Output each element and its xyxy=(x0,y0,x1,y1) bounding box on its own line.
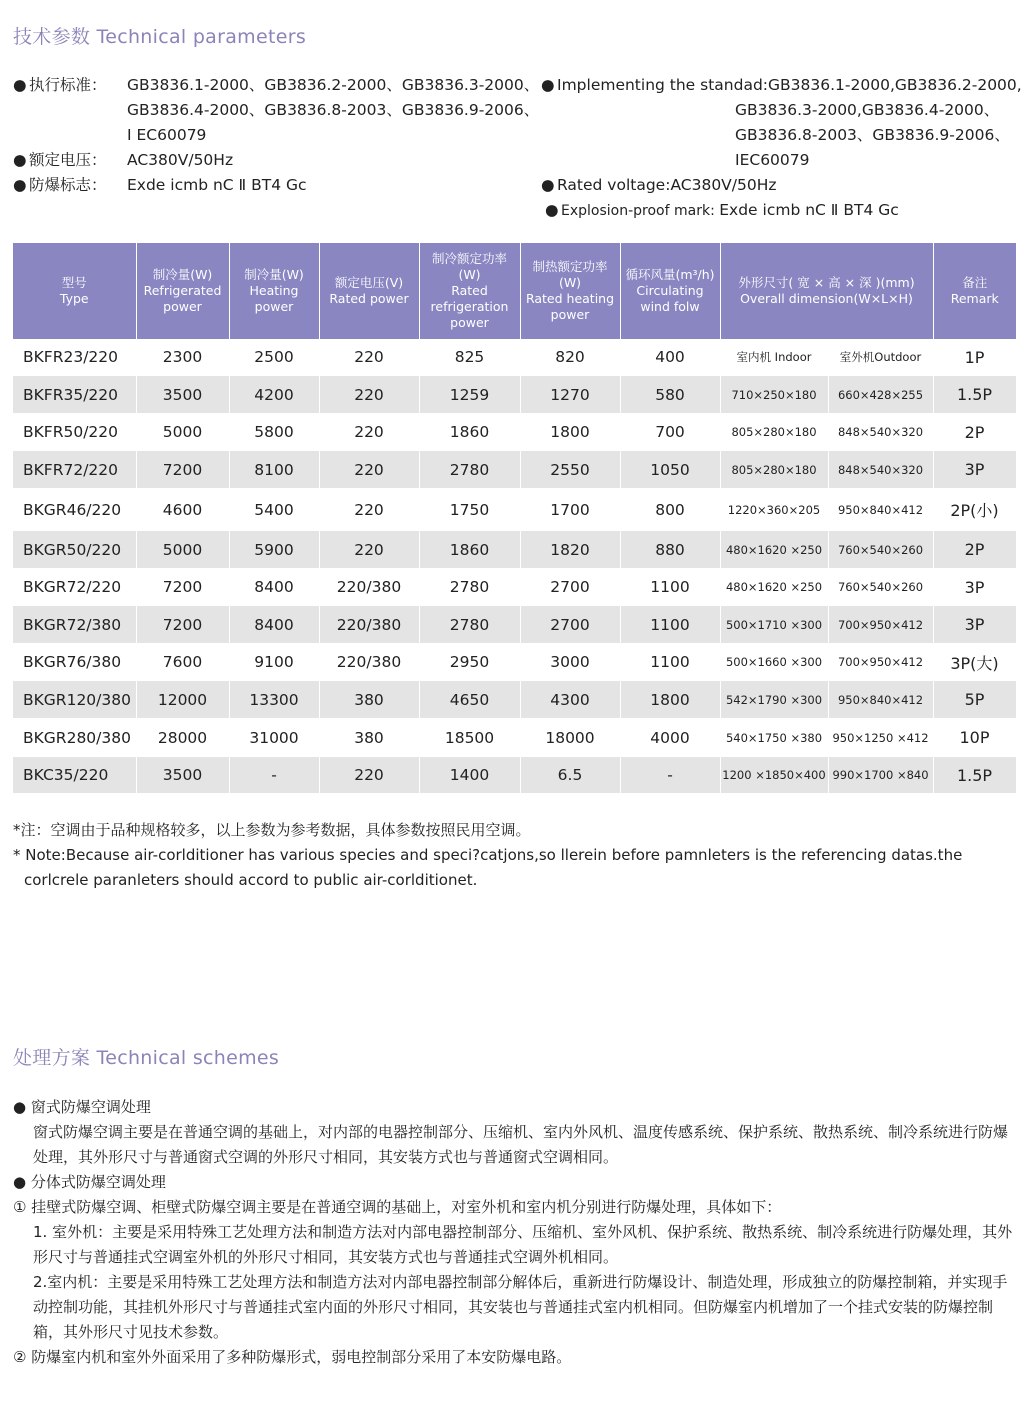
table-header-row xyxy=(13,243,1016,339)
cell-heat: - xyxy=(229,757,319,794)
spec-label: 额定电压： xyxy=(29,151,107,169)
cell-cool: 7200 xyxy=(136,569,229,606)
cell-cool: 3500 xyxy=(136,757,229,794)
cell-indoor: 805×280×180 xyxy=(720,451,828,489)
header-cn: 制冷额定功率(W) xyxy=(431,251,507,282)
cell-air: 580 xyxy=(620,376,720,414)
cell-remark: 2P xyxy=(933,531,1016,569)
cell-rh: 820 xyxy=(520,339,620,376)
window-scheme-title: ● 窗式防爆空调处理 xyxy=(13,1098,151,1116)
header-en: Remark xyxy=(950,291,999,306)
cell-rh: 3000 xyxy=(520,644,620,681)
cell-model: BKFR23/220 xyxy=(13,339,136,376)
cell-remark: 1.5P xyxy=(933,376,1016,414)
cell-heat: 5400 xyxy=(229,489,319,531)
cell-rc: 2950 xyxy=(419,644,520,681)
header-dimension xyxy=(720,243,933,339)
cell-heat: 5800 xyxy=(229,414,319,451)
cell-model: BKGR72/380 xyxy=(13,606,136,644)
header-cn: 型号 xyxy=(61,275,87,290)
cell-cool: 7200 xyxy=(136,451,229,489)
header-remark xyxy=(933,243,1016,339)
header-cn: 备注 xyxy=(962,275,988,290)
cell-outdoor: 760×540×260 xyxy=(828,569,933,606)
header-en: Type xyxy=(59,291,89,306)
cell-rc: 4650 xyxy=(419,681,520,719)
cell-heat: 8400 xyxy=(229,569,319,606)
cell-remark: 3P xyxy=(933,451,1016,489)
cell-model: BKGR280/380 xyxy=(13,719,136,757)
header-cn: 外形尺寸( 宽 × 高 × 深 )(mm) xyxy=(738,275,915,290)
cell-remark: 1P xyxy=(933,339,1016,376)
spec-voltage xyxy=(13,148,523,173)
bullet-icon: ● xyxy=(13,176,27,194)
cell-cool: 28000 xyxy=(136,719,229,757)
cell-model: BKFR72/220 xyxy=(13,451,136,489)
cell-cool: 2300 xyxy=(136,339,229,376)
cell-outdoor: 950×840×412 xyxy=(828,681,933,719)
cell-air: 800 xyxy=(620,489,720,531)
cell-remark: 5P xyxy=(933,681,1016,719)
cell-volt: 220 xyxy=(319,376,419,414)
cell-remark: 3P(大) xyxy=(933,644,1016,681)
table-row xyxy=(13,606,1016,644)
cell-indoor: 540×1750 ×380 xyxy=(720,719,828,757)
spec-value: IEC60079 xyxy=(735,151,810,169)
cell-outdoor: 660×428×255 xyxy=(828,376,933,414)
header-en: Refrigerated power xyxy=(143,283,222,314)
cell-rh: 1820 xyxy=(520,531,620,569)
cell-volt: 220 xyxy=(319,757,419,794)
cell-outdoor: 848×540×320 xyxy=(828,451,933,489)
spec-standard-en xyxy=(541,73,1021,173)
cell-indoor: 1200 ×1850×400 xyxy=(720,757,828,794)
cell-cool: 5000 xyxy=(136,531,229,569)
cell-air: 400 xyxy=(620,339,720,376)
cell-model: BKGR46/220 xyxy=(13,489,136,531)
note-cn: *注：空调由于品种规格较多，以上参数为参考数据，具体参数按照民用空调。 xyxy=(13,821,531,839)
cell-model: BKGR120/380 xyxy=(13,681,136,719)
cell-air: 1100 xyxy=(620,569,720,606)
cell-indoor: 室内机 Indoor xyxy=(720,339,828,376)
spec-value: Rated voltage:AC380V/50Hz xyxy=(557,176,777,194)
cell-model: BKC35/220 xyxy=(13,757,136,794)
bullet-icon: ● xyxy=(541,176,555,194)
table-row xyxy=(13,339,1016,376)
spec-mark xyxy=(13,173,523,198)
spec-standard xyxy=(13,73,540,148)
cell-model: BKGR76/380 xyxy=(13,644,136,681)
spec-value: GB3836.4-2000、GB3836.8-2003、GB3836.9-2006、 xyxy=(127,101,540,119)
table-row xyxy=(13,681,1016,719)
cell-model: BKFR50/220 xyxy=(13,414,136,451)
cell-outdoor: 700×950×412 xyxy=(828,606,933,644)
cell-rh: 2700 xyxy=(520,606,620,644)
spec-value: GB3836.8-2003、GB3836.9-2006、 xyxy=(735,126,1010,144)
table-row xyxy=(13,757,1016,794)
cell-cool: 3500 xyxy=(136,376,229,414)
header-cn: 制冷量(W) xyxy=(244,267,304,282)
spec-mark-en xyxy=(541,198,1021,224)
cell-rh: 18000 xyxy=(520,719,620,757)
cell-rh: 6.5 xyxy=(520,757,620,794)
cell-volt: 220 xyxy=(319,451,419,489)
bullet-icon: ● xyxy=(13,151,27,169)
cell-rh: 1800 xyxy=(520,414,620,451)
cell-rc: 825 xyxy=(419,339,520,376)
cell-remark: 2P(小) xyxy=(933,489,1016,531)
cell-cool: 12000 xyxy=(136,681,229,719)
cell-indoor: 500×1660 ×300 xyxy=(720,644,828,681)
split-scheme-item-2: ② 防爆室内机和室外外面采用了多种防爆形式，弱电控制部分采用了本安防爆电路。 xyxy=(13,1348,572,1366)
header-cn: 循环风量(m³/h) xyxy=(625,267,715,282)
note-en: * Note:Because air-corlditioner has various species and speci?catjons,so llerein before pamnleters is the referencing datas.the corlcrele paranleters should accord to public air-corlditionet. xyxy=(13,846,963,889)
header-airflow xyxy=(620,243,720,339)
cell-heat: 31000 xyxy=(229,719,319,757)
cell-air: 1050 xyxy=(620,451,720,489)
cell-heat: 2500 xyxy=(229,339,319,376)
header-en: Rated power xyxy=(329,291,409,306)
cell-air: 880 xyxy=(620,531,720,569)
cell-indoor: 542×1790 ×300 xyxy=(720,681,828,719)
spec-value: Exde icmb nC Ⅱ BT4 Gc xyxy=(719,201,899,219)
cell-heat: 13300 xyxy=(229,681,319,719)
cell-rc: 1860 xyxy=(419,414,520,451)
note-block xyxy=(13,818,1018,893)
cell-cool: 7600 xyxy=(136,644,229,681)
spec-list-en xyxy=(541,73,1021,224)
cell-rc: 1259 xyxy=(419,376,520,414)
table-row xyxy=(13,451,1016,489)
cell-remark: 1.5P xyxy=(933,757,1016,794)
cell-model: BKFR35/220 xyxy=(13,376,136,414)
bullet-icon: ● xyxy=(13,76,27,94)
spec-value: GB3836.3-2000,GB3836.4-2000、 xyxy=(735,101,1000,119)
cell-volt: 220 xyxy=(319,531,419,569)
split-outdoor: 1. 室外机：主要是采用特殊工艺处理方法和制造方法对内部电器控制部分、压缩机、室外风机、保护系统、散热系统、制冷系统进行防爆处理，其外形尺寸与普通挂式空调室外机的外形尺寸相同，其安装方式也与普通挂式空调外机相同。 xyxy=(33,1223,1013,1266)
spec-label: 防爆标志： xyxy=(29,176,107,194)
spec-value: Exde icmb nC Ⅱ BT4 Gc xyxy=(127,176,307,194)
header-voltage xyxy=(319,243,419,339)
tech-params-title: 技术参数 Technical parameters xyxy=(13,26,307,48)
cell-air: 1800 xyxy=(620,681,720,719)
spec-voltage-en xyxy=(541,173,1021,198)
cell-rc: 18500 xyxy=(419,719,520,757)
cell-rc: 2780 xyxy=(419,451,520,489)
cell-volt: 380 xyxy=(319,681,419,719)
cell-heat: 9100 xyxy=(229,644,319,681)
cell-rh: 4300 xyxy=(520,681,620,719)
table-row xyxy=(13,719,1016,757)
cell-volt: 220/380 xyxy=(319,644,419,681)
window-scheme-body: 窗式防爆空调主要是在普通空调的基础上，对内部的电器控制部分、压缩机、室内外风机、温度传感系统、保护系统、散热系统、制冷系统进行防爆处理，其外形尺寸与普通窗式空调的外形尺寸相同，其安装方式也与普通窗式空调相同。 xyxy=(33,1123,1009,1166)
spec-value: AC380V/50Hz xyxy=(127,151,234,169)
parameters-table xyxy=(13,243,1017,794)
cell-rh: 2550 xyxy=(520,451,620,489)
cell-rc: 1750 xyxy=(419,489,520,531)
cell-indoor: 805×280×180 xyxy=(720,414,828,451)
cell-indoor: 480×1620 ×250 xyxy=(720,569,828,606)
header-heating xyxy=(229,243,319,339)
split-indoor: 2.室内机：主要是采用特殊工艺处理方法和制造方法对内部电器控制部分解体后，重新进行防爆设计、制造处理，形成独立的防爆控制箱，并实现手动控制功能，其挂机外形尺寸与普通挂式室内面的外形尺寸相同，其安装也与普通挂式室内机相同。但防爆室内机增加了一个挂式安装的防爆控制箱，其外形尺寸见技术参数。 xyxy=(33,1273,1008,1341)
cell-air: 1100 xyxy=(620,606,720,644)
table-row xyxy=(13,414,1016,451)
header-type xyxy=(13,243,136,339)
cell-volt: 220 xyxy=(319,414,419,451)
cell-outdoor: 848×540×320 xyxy=(828,414,933,451)
cell-outdoor: 室外机Outdoor xyxy=(828,339,933,376)
spec-value: GB3836.1-2000、GB3836.2-2000、GB3836.3-2000、 xyxy=(127,76,540,94)
cell-rc: 2780 xyxy=(419,606,520,644)
spec-value: Implementing the standad:GB3836.1-2000,GB3836.2-2000, xyxy=(557,76,1022,94)
cell-remark: 2P xyxy=(933,414,1016,451)
split-scheme-item-1: ① 挂壁式防爆空调、柜壁式防爆空调主要是在普通空调的基础上，对室外机和室内机分别进行防爆处理，具体如下： xyxy=(13,1198,782,1216)
cell-remark: 10P xyxy=(933,719,1016,757)
table-row xyxy=(13,489,1016,531)
cell-outdoor: 950×840×412 xyxy=(828,489,933,531)
table-row xyxy=(13,376,1016,414)
cell-indoor: 1220×360×205 xyxy=(720,489,828,531)
spec-list-cn xyxy=(13,73,540,198)
table-row xyxy=(13,644,1016,681)
cell-heat: 8100 xyxy=(229,451,319,489)
header-cooling xyxy=(136,243,229,339)
cell-air: - xyxy=(620,757,720,794)
schemes-title: 处理方案 Technical schemes xyxy=(13,1047,280,1069)
cell-volt: 380 xyxy=(319,719,419,757)
spec-label: Explosion-proof mark: xyxy=(561,203,720,219)
cell-volt: 220 xyxy=(319,339,419,376)
header-en: Rated refrigeration power xyxy=(430,283,509,330)
cell-rc: 1400 xyxy=(419,757,520,794)
bullet-icon: ● xyxy=(545,201,559,219)
cell-cool: 5000 xyxy=(136,414,229,451)
table-body xyxy=(13,339,1016,794)
header-en: Circulating wind folw xyxy=(636,283,704,314)
cell-outdoor: 990×1700 ×840 xyxy=(828,757,933,794)
cell-rc: 2780 xyxy=(419,569,520,606)
header-en: Heating power xyxy=(249,283,299,314)
spec-value: I EC60079 xyxy=(127,126,207,144)
cell-air: 700 xyxy=(620,414,720,451)
cell-outdoor: 950×1250 ×412 xyxy=(828,719,933,757)
header-cn: 制热额定功率(W) xyxy=(532,259,608,290)
cell-indoor: 480×1620 ×250 xyxy=(720,531,828,569)
table-row xyxy=(13,569,1016,606)
cell-air: 1100 xyxy=(620,644,720,681)
cell-remark: 3P xyxy=(933,606,1016,644)
cell-heat: 8400 xyxy=(229,606,319,644)
cell-outdoor: 700×950×412 xyxy=(828,644,933,681)
header-rated-cooling xyxy=(419,243,520,339)
cell-indoor: 710×250×180 xyxy=(720,376,828,414)
cell-remark: 3P xyxy=(933,569,1016,606)
cell-heat: 5900 xyxy=(229,531,319,569)
table-row xyxy=(13,531,1016,569)
cell-air: 4000 xyxy=(620,719,720,757)
cell-volt: 220/380 xyxy=(319,569,419,606)
split-scheme-title: ● 分体式防爆空调处理 xyxy=(13,1173,166,1191)
cell-volt: 220/380 xyxy=(319,606,419,644)
header-en: Rated heating power xyxy=(525,291,615,322)
spec-label: 执行标准： xyxy=(29,76,107,94)
header-rated-heating xyxy=(520,243,620,339)
cell-model: BKGR50/220 xyxy=(13,531,136,569)
cell-cool: 7200 xyxy=(136,606,229,644)
header-cn: 制冷量(W) xyxy=(152,267,213,282)
cell-heat: 4200 xyxy=(229,376,319,414)
schemes-block xyxy=(13,1095,1018,1370)
cell-rh: 2700 xyxy=(520,569,620,606)
cell-rh: 1700 xyxy=(520,489,620,531)
header-cn: 额定电压(V) xyxy=(334,275,404,290)
cell-rh: 1270 xyxy=(520,376,620,414)
cell-indoor: 500×1710 ×300 xyxy=(720,606,828,644)
cell-cool: 4600 xyxy=(136,489,229,531)
cell-outdoor: 760×540×260 xyxy=(828,531,933,569)
cell-model: BKGR72/220 xyxy=(13,569,136,606)
header-en: Overall dimension(W×L×H) xyxy=(740,291,913,306)
bullet-icon: ● xyxy=(541,76,555,94)
cell-volt: 220 xyxy=(319,489,419,531)
cell-rc: 1860 xyxy=(419,531,520,569)
